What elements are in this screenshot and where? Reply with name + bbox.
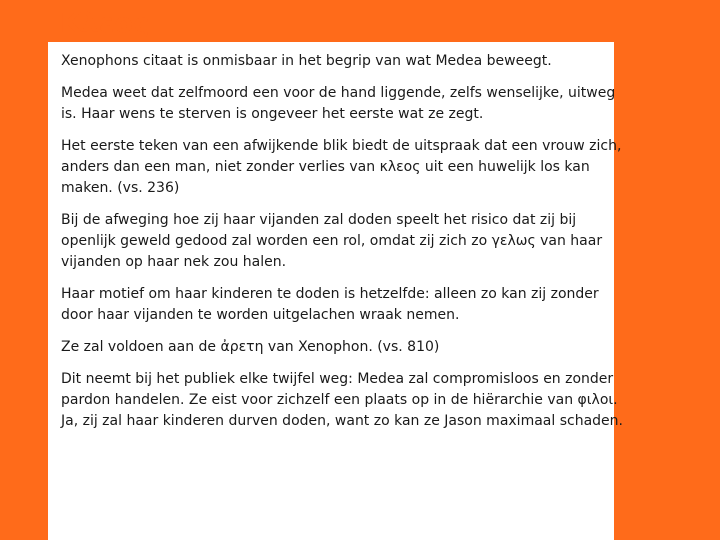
paragraph-4: Bij de afweging hoe zij haar vijanden zal doden speelt het risico dat zij bij openlijk geweld gedood zal worden een rol, omdat zij zich zo γελως van haar vijanden op haar nek zou halen. <box>61 212 603 270</box>
paragraph-3: Het eerste teken van een afwijkende blik biedt de uitspraak dat een vrouw zich, anders dan een man, niet zonder verlies van κλεος uit een huwelijk los kan maken. (vs. 236) <box>61 138 622 196</box>
slide-body <box>61 51 623 443</box>
slide-title: Κλεος <box>60 8 151 39</box>
paragraph-2: Medea weet dat zelfmoord een voor de hand liggende, zelfs wenselijke, uitweg is. Haar wens te sterven is ongeveer het eerste wat ze zegt. <box>61 85 616 122</box>
paragraph-6: Ze zal voldoen aan de ἀρετη van Xenophon. (vs. 810) <box>61 339 440 355</box>
paragraph-7: Dit neemt bij het publiek elke twijfel weg: Medea zal compromisloos en zonder pardon handelen. Ze eist voor zichzelf een plaats op in de hiërarchie van φιλοι. Ja, zij zal haar kinderen durven doden, want zo kan ze Jason maximaal schaden. <box>61 371 623 429</box>
paragraph-5: Haar motief om haar kinderen te doden is hetzelfde: alleen zo kan zij zonder door haar vijanden te worden uitgelachen wraak nemen. <box>61 286 599 323</box>
paragraph-1: Xenophons citaat is onmisbaar in het begrip van wat Medea beweegt. <box>61 53 552 69</box>
orange-left-edge <box>0 42 48 540</box>
